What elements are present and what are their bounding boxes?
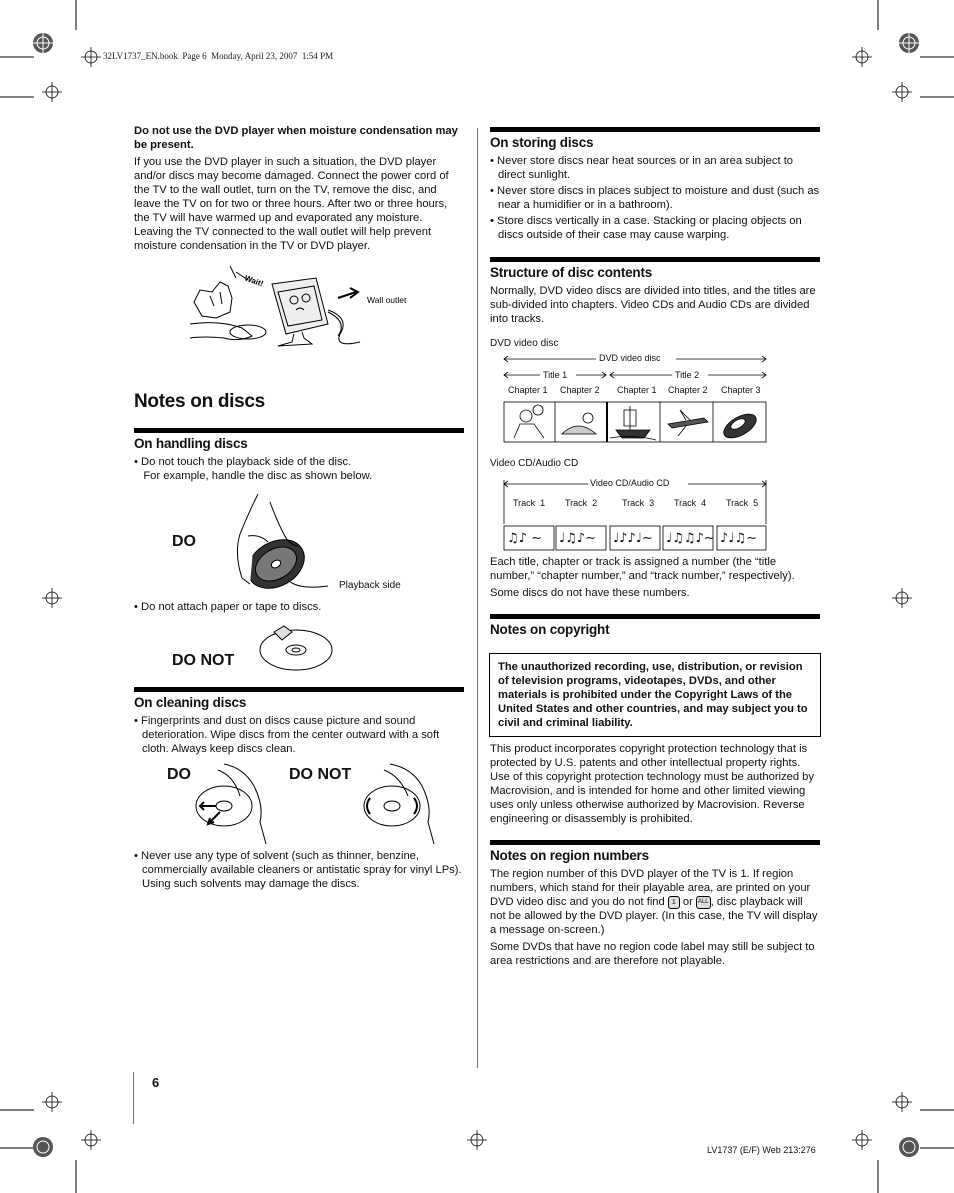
cleaning-bullet-2: • Never use any type of solvent (such as thinner, benzine, commercially available cleaners or antistatic spray for vinyl LPs). Using such solvents may damage the discs.	[134, 849, 464, 891]
track-label: Track 3	[622, 498, 655, 508]
section-rule	[134, 687, 464, 692]
region-note: Some DVDs that have no region code label may still be subject to area restrictions and are therefore not playable.	[490, 941, 815, 967]
wipe-disc-incorrect-illustration	[360, 762, 440, 844]
music-notes-icon: ♩♪♪♩∼	[613, 531, 653, 546]
section-rule	[134, 428, 464, 433]
region-heading: Notes on region numbers	[490, 848, 649, 863]
structure-heading: Structure of disc contents	[490, 265, 653, 280]
section-rule	[490, 614, 820, 619]
copyright-heading: Notes on copyright	[490, 622, 610, 637]
cd-span-label: Video CD/Audio CD	[590, 478, 670, 488]
cleaning-do-label: DO	[167, 766, 191, 783]
dvd-span-label: DVD video disc	[599, 353, 661, 363]
copyright-warning-box: The unauthorized recording, use, distribution, or revision of television programs, videotapes, DVDs, and other materials is prohibited under the Copyright Laws of the United States and other countries, and may subject you to civil and criminal liability.	[489, 653, 821, 737]
dvd-diagram-caption: DVD video disc	[490, 338, 559, 349]
page-number: 6	[152, 1075, 160, 1090]
track-label: Track 1	[513, 498, 546, 508]
numbers-note: Some discs do not have these numbers.	[490, 587, 690, 599]
hand-holding-disc-illustration	[228, 494, 338, 598]
music-notes-icon: ♩♫♫♪∼	[666, 531, 715, 546]
chapter-label: Chapter 2	[560, 385, 600, 395]
region-all-icon: ALL	[696, 896, 711, 909]
storing-bullet: • Never store discs near heat sources or in an area subject to direct sunlight.	[490, 154, 820, 182]
chapter-label: Chapter 3	[721, 385, 761, 395]
section-rule	[490, 257, 820, 262]
cleaning-heading: On cleaning discs	[134, 695, 247, 710]
column-divider	[477, 128, 478, 1068]
chapter-label: Chapter 1	[508, 385, 548, 395]
footer-divider	[133, 1072, 134, 1124]
region-1-icon: 1	[668, 896, 680, 909]
notes-on-discs-title: Notes on discs	[134, 391, 265, 412]
file-info-header: 32LV1737_EN.book Page 6 Monday, April 23, 2007 1:54 PM	[103, 51, 334, 61]
title-2-label: Title 2	[675, 370, 700, 380]
handling-bullet-1: • Do not touch the playback side of the disc. For example, handle the disc as shown below.	[134, 456, 373, 482]
section-rule	[490, 127, 820, 132]
title-1-label: Title 1	[543, 370, 568, 380]
music-notes-icon: ♪♩♫∼	[720, 531, 757, 546]
numbers-body: Each title, chapter or track is assigned a number (the “title number,” “chapter number,” and “track number,” respectively).	[490, 556, 795, 582]
moisture-condensation-illustration	[190, 262, 420, 358]
cd-diagram-caption: Video CD/Audio CD	[490, 458, 579, 469]
track-label: Track 5	[726, 498, 759, 508]
cleaning-bullet-1: • Fingerprints and dust on discs cause picture and sound deterioration. Wipe discs from the center outward with a soft cloth. Always keep discs clean.	[134, 714, 464, 756]
wall-outlet-label: Wall outlet	[367, 295, 407, 305]
do-not-label: DO NOT	[172, 652, 235, 669]
moisture-body: If you use the DVD player in such a situation, the DVD player and/or discs may become damaged. Connect the power cord of the TV to the wall outlet, turn on the TV, remove the disc, and leave the TV on for two or three hours. After two or three hours, the TV will have warmed up and evaporated any moisture. Leaving the TV connected to the wall outlet will help prevent moisture condensation in the TV or DVD player.	[134, 156, 449, 252]
disc-with-tape-illustration	[256, 622, 334, 674]
do-label: DO	[172, 533, 196, 550]
region-body: The region number of this DVD player of the TV is 1. If region numbers, which stand for their playable area, are printed on your DVD video disc and you do not find 1 or ALL , disc playback will not be allowed by the DVD player. (In this case, the TV will display a message on-screen.)	[490, 868, 818, 936]
copyright-body: This product incorporates copyright protection technology that is protected by U.S. patents and other intellectual property rights. Use of this copyright protection technology must be authorized by Macrovision, and is intended for home and other limited viewing uses only unless otherwise authorized by Macrovision. Reverse engineering or disassembly is prohibited.	[490, 743, 814, 825]
storing-bullet: • Never store discs in places subject to moisture and dust (such as near a humidifier or in a bathroom).	[490, 184, 820, 212]
storing-bullet: • Store discs vertically in a case. Stacking or placing objects on discs outside of their case may cause warping.	[490, 214, 820, 242]
track-label: Track 2	[565, 498, 598, 508]
structure-body: Normally, DVD video discs are divided into titles, and the titles are sub-divided into chapters. Video CDs and Audio CDs are divided into tracks.	[490, 285, 816, 325]
section-rule	[490, 840, 820, 845]
wipe-disc-correct-illustration	[194, 762, 272, 844]
handling-bullet-2: • Do not attach paper or tape to discs.	[134, 600, 464, 614]
track-label: Track 4	[674, 498, 707, 508]
playback-side-label: Playback side	[339, 580, 401, 591]
handling-heading: On handling discs	[134, 436, 248, 451]
music-notes-icon: ♫♪ ∼	[507, 531, 542, 546]
cleaning-do-not-label: DO NOT	[289, 766, 352, 783]
footer-code: LV1737 (E/F) Web 213:276	[707, 1145, 816, 1155]
moisture-heading: Do not use the DVD player when moisture condensation may be present.	[134, 125, 458, 151]
storing-heading: On storing discs	[490, 135, 594, 150]
wait-text: Wait!	[243, 273, 265, 289]
music-notes-icon: ♩♫♪∼	[559, 531, 596, 546]
chapter-label: Chapter 2	[668, 385, 708, 395]
chapter-label: Chapter 1	[617, 385, 657, 395]
